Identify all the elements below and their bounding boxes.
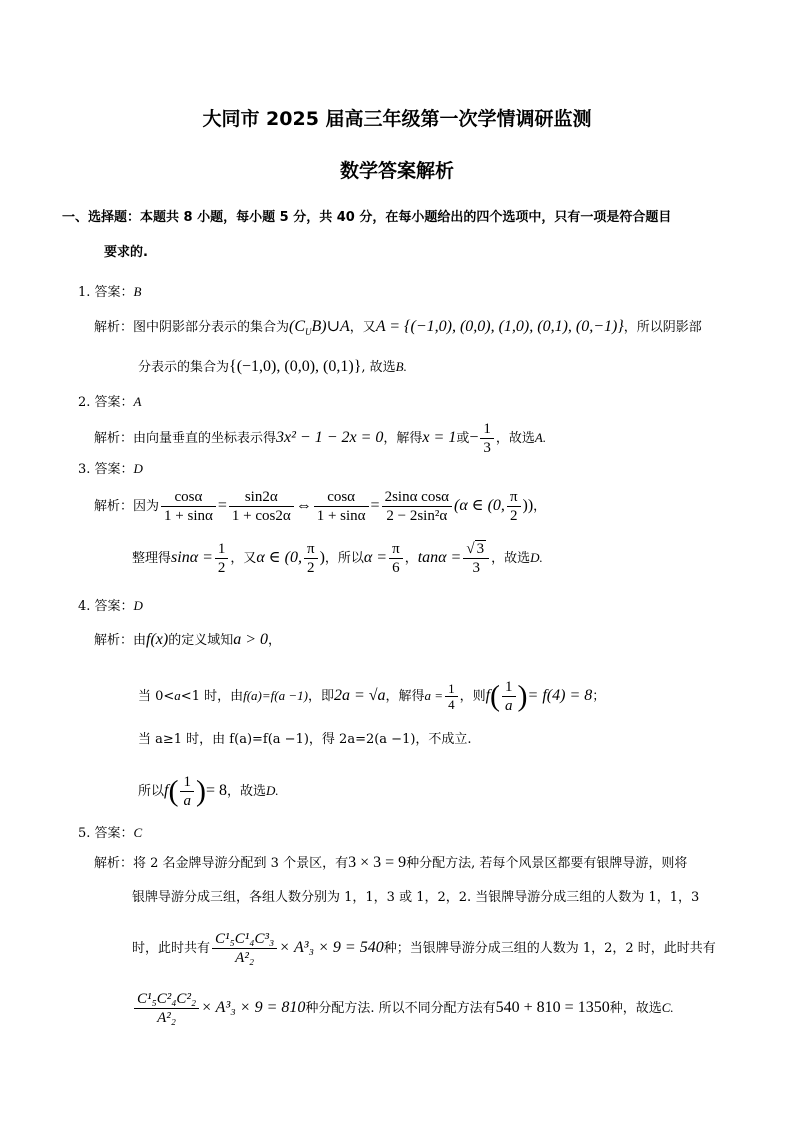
q5-line1 (94, 853, 687, 874)
q2-choice: A. (534, 430, 547, 445)
q1-result-set: {(−1,0), (0,0), (0,1)} (229, 358, 362, 375)
q1-label: 1. 答案： (78, 285, 134, 300)
q2-equation: 3x² − 1 − 2x = 0 (276, 429, 384, 446)
q4-c1-a2: a = (424, 688, 444, 703)
q1-answer: B (133, 284, 142, 299)
q4-c1-tail: ； (592, 689, 606, 704)
q4-c1-mid: <1 时，由 (180, 689, 244, 704)
q3-frac4: $\frac{\text{2sinα cosα}}{\text{2 − 2sin²α}}$ (382, 488, 452, 525)
q4-c1-eq2: 2a = √a (333, 687, 386, 704)
q2-or: 或 (456, 431, 470, 446)
q3-label: 3. 答案： (78, 462, 134, 477)
q4-one-over-a: $\frac{1}{a}$ (502, 678, 516, 715)
q4-cond: a > 0 (233, 631, 269, 648)
q4-c1-eq: f(a)=f(a −1) (243, 688, 308, 703)
q2-root1: x = 1 (422, 429, 457, 446)
q1-mid: ，又 (349, 320, 376, 335)
q4-c3-frac: $\frac{1}{a}$ (180, 773, 194, 810)
q5-l3-pre: 时，此时共有 (132, 941, 211, 956)
page-title: 大同市 2025 届高三年级第一次学情调研监测 (202, 108, 592, 130)
q3-half: $\frac{1}{2}$ (215, 540, 229, 577)
q1-analysis-line1 (94, 317, 702, 342)
q4-c3-choice: D. (266, 783, 279, 798)
q4-c3-f: f (164, 782, 169, 799)
q5-l4-eq: 540 + 810 = 1350 (495, 999, 610, 1016)
q4-c3-result: = 8 (205, 782, 227, 799)
q2-neg: − (469, 429, 479, 446)
q3-frac1: $\frac{\cos\alpha}{1 + \sin\alpha}$ (161, 488, 216, 525)
q2-answer: A (133, 394, 142, 409)
q1-set-expr: $(C_UB)\cup A$ (289, 318, 350, 338)
q3-iff: ⇔ (295, 497, 312, 514)
q3-choice: D. (530, 550, 543, 565)
q4-c1-pre: 当 0< (138, 689, 175, 704)
q4-c1-mid4: ，则 (459, 689, 486, 704)
q3-alpha-eq: α = (363, 549, 388, 566)
q5-line3 (132, 930, 716, 967)
q3-analysis-line1 (94, 488, 546, 525)
q3-close: ) (319, 549, 325, 566)
q4-c3-tail: ，故选 (227, 784, 267, 799)
q2-answer-line (78, 392, 142, 413)
q3-l2-mid3: ， (404, 551, 418, 566)
q4-c1-mid2: ，即 (307, 689, 334, 704)
q5-l4-tail2: 种，故选 (609, 1001, 662, 1016)
q5-frac1: $\frac{\text{C¹₅C¹₄C³₃}}{\text{A²₂}}$ (212, 930, 277, 967)
q4-case1: 当 0<a<1 时，由f(a)=f(a −1)，即2a = √a，解得a = $\frac{1}{4}$ ，则f( $\frac{1}{a}$ )= f(4) = 8； (138, 679, 606, 714)
q4-mid: 的定义域知 (168, 633, 234, 648)
q1-answer-line (78, 282, 142, 303)
q3-answer: D (133, 461, 143, 476)
q3-eq1: = (217, 497, 227, 514)
q5-frac2: $\frac{\text{C¹₅C²₄C²₂}}{\text{A²₂}}$ (134, 990, 199, 1027)
q4-case2: 当 a≥1 时，由 f(a)=f(a −1)，得 2a=2(a −1)，不成立. (138, 732, 472, 747)
q5-line2: 银牌导游分成三组，各组人数分别为 1，1，3 或 1，2，2. 当银牌导游分成三组的人数为 1，1，3 (132, 890, 700, 905)
q4-answer-line (78, 596, 143, 617)
q3-prefix: 解析：因为 (94, 499, 160, 514)
q2-prefix: 解析：由向量垂直的坐标表示得 (94, 431, 277, 446)
q1-analysis-prefix: 解析：图中阴影部分表示的集合为 (94, 320, 290, 335)
q1-cont-prefix: 分表示的集合为 (138, 360, 230, 375)
section-heading: 一、选择题：本题共 8 小题，每小题 5 分，共 40 分，在每小题给出的四个选项中，只有一项是符合题目 (62, 210, 672, 225)
q3-l2-prefix: 整理得 (132, 551, 172, 566)
q3-l2-mid1: ，又 (230, 551, 257, 566)
q4-analysis-line1 (94, 630, 281, 651)
q4-c3-pre: 所以 (138, 784, 165, 799)
q1-tail: ，所以阴影部 (623, 320, 702, 335)
q4-c1-mid3: ，解得 (385, 689, 425, 704)
q5-l4-tail: 种分配方法. 所以不同分配方法有 (305, 1001, 496, 1016)
q3-pi-half2: $\frac{\pi}{2}$ (304, 540, 318, 577)
q3-pi-half: $\frac{\pi}{2}$ (507, 488, 521, 525)
q3-tail: ，故选 (491, 551, 531, 566)
q3-l2-mid2: ，所以 (324, 551, 364, 566)
q5-l3-tail: 种；当银牌导游分成三组的人数为 1，2，2 时，此时共有 (383, 941, 716, 956)
q4-c1-a: a (174, 688, 181, 703)
q3-cond-post: )) (522, 497, 534, 514)
q1-cont-tail: , 故选 (361, 360, 396, 375)
q4-tail: ， (268, 633, 282, 648)
q5-answer-line (78, 823, 142, 844)
q5-choice: C. (661, 1000, 674, 1015)
q1-set-a: A = {(−1,0), (0,0), (1,0), (0,1), (0,−1)} (375, 318, 624, 335)
q2-analysis (94, 420, 546, 457)
q2-fraction: $\frac{1}{3}$ (480, 420, 494, 457)
q2-tail: ，故选 (495, 431, 535, 446)
q4-f: f (485, 687, 491, 704)
q5-answer: C (133, 825, 143, 840)
q5-label: 5. 答案： (78, 826, 134, 841)
q3-answer-line (78, 459, 143, 480)
q5-l1-eq: 3 × 3 = 9 (348, 854, 407, 871)
q4-c1-result: = f(4) = 8 (527, 687, 593, 704)
section-heading-cont: 要求的. (104, 245, 148, 260)
q4-prefix: 解析：由 (94, 633, 147, 648)
q3-comma: ， (533, 499, 547, 514)
q3-eq2: = (370, 497, 380, 514)
q4-quarter: $\frac{1}{4}$ (445, 681, 458, 712)
q5-l1-pre: 解析：将 2 名金牌导游分配到 3 个景区，有 (94, 856, 349, 871)
q3-root3-over-3: $\frac{√ 3}{3}$ (463, 540, 489, 577)
q3-tan-eq: tanα = (417, 549, 462, 566)
q1-analysis-line2 (138, 357, 407, 378)
q3-pi-sixth: $\frac{\pi}{6}$ (389, 540, 403, 577)
q3-sin-eq: sinα = (171, 549, 213, 566)
q5-l3-mid: × A³₃ × 9 = 540 (279, 939, 384, 956)
q5-line4 (132, 990, 674, 1027)
q4-conclusion: 所以f( $\frac{1}{a}$ )= 8，故选D. (138, 774, 279, 809)
page-subtitle: 数学答案解析 (339, 160, 454, 182)
q4-fx: f(x) (146, 631, 169, 648)
q3-frac2: $\frac{\sin 2\alpha}{1 + \cos 2\alpha}$ (229, 488, 294, 525)
q4-label: 4. 答案： (78, 599, 134, 614)
q1-choice: B. (395, 359, 407, 374)
q5-l1-tail: 种分配方法, 若每个风景区都要有银牌导游，则将 (406, 856, 688, 871)
q5-l4-mid: × A³₃ × 9 = 810 (201, 999, 306, 1016)
q3-cond-pre: (α ∈ (0, (454, 497, 505, 514)
q3-analysis-line2 (132, 540, 543, 577)
q2-label: 2. 答案： (78, 395, 134, 410)
q3-frac3: $\frac{\cos\alpha}{1 + \sin\alpha}$ (314, 488, 369, 525)
q2-mid: ，解得 (383, 431, 423, 446)
q4-answer: D (133, 598, 143, 613)
q3-alpha-in: α ∈ (0, (256, 549, 302, 566)
